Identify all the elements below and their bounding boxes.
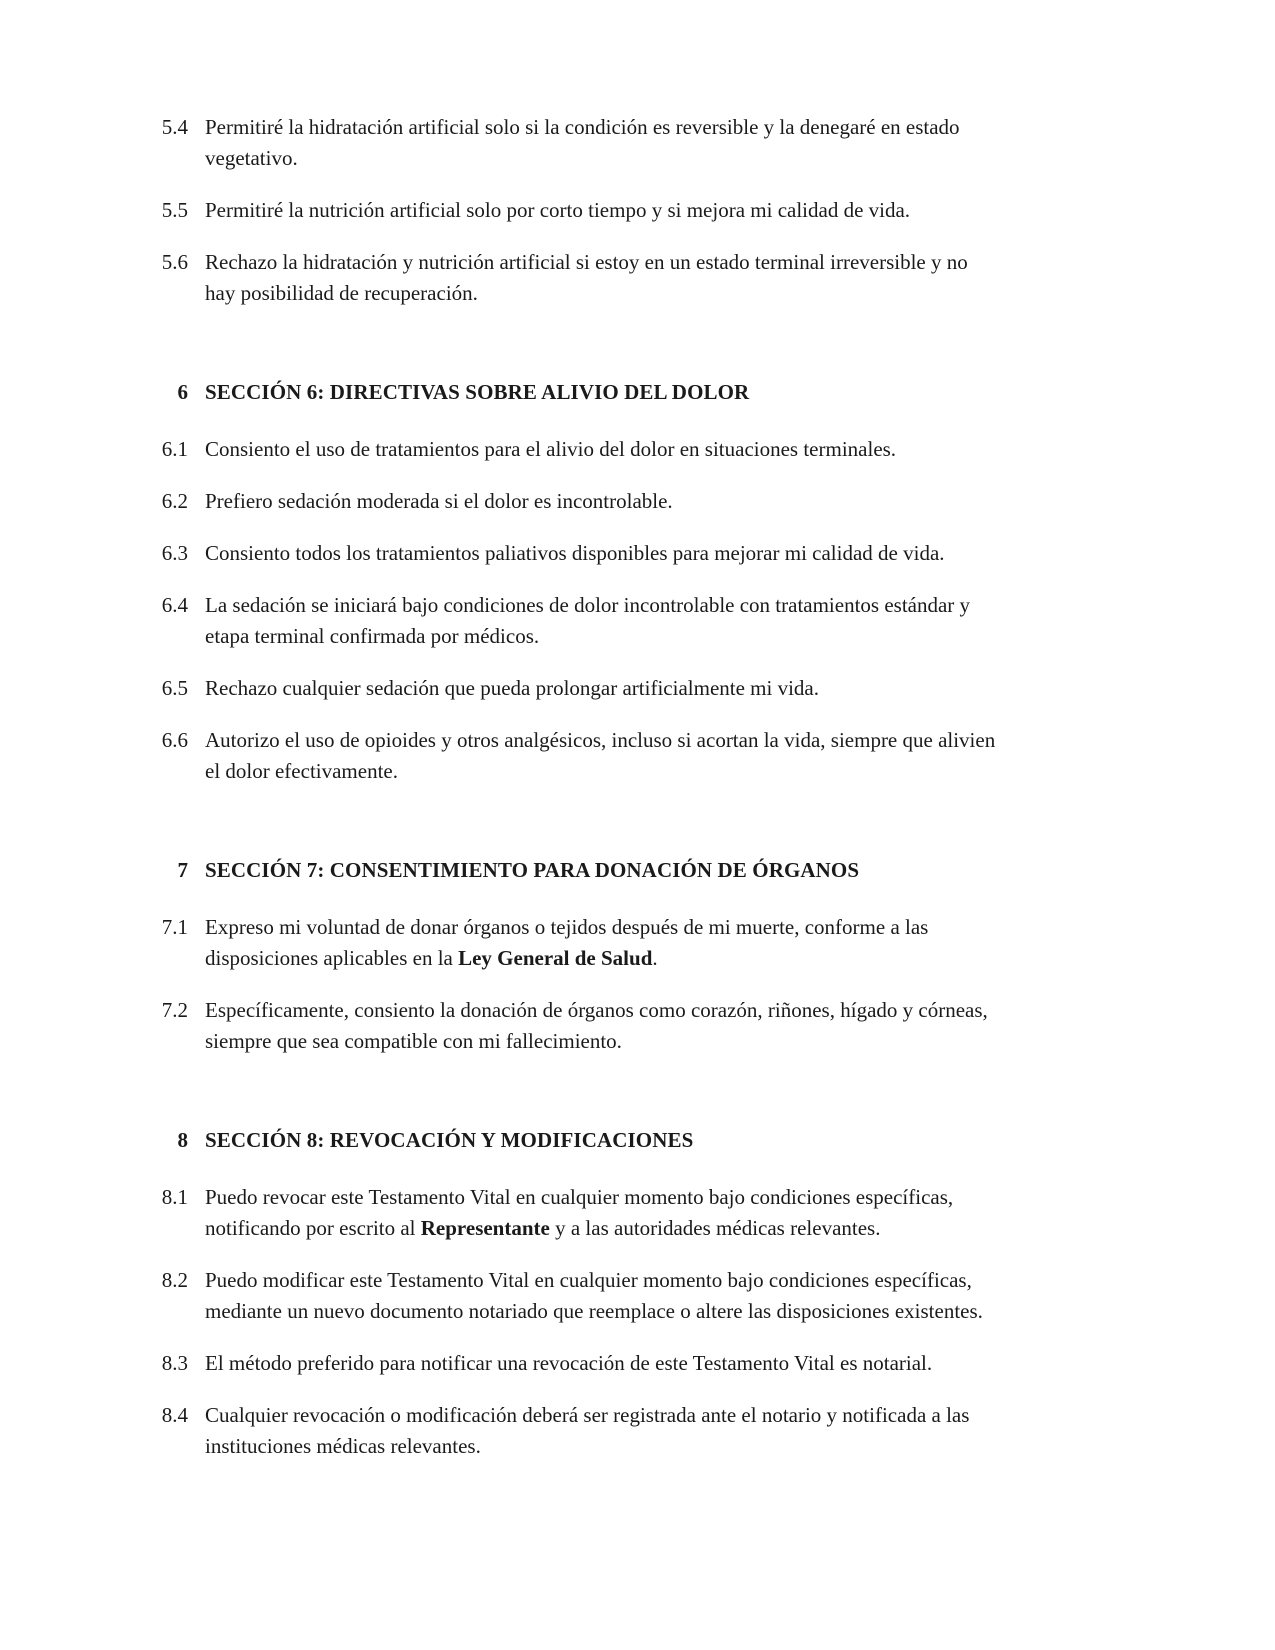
text-run: mediante un nuevo documento notariado que reemplace o altere las disposiciones existentes. <box>205 1299 983 1323</box>
item-number: 7.2 <box>161 998 188 1022</box>
list-item <box>150 1265 1275 1327</box>
item-number: 6.4 <box>161 593 188 617</box>
text-run: etapa terminal confirmada por médicos. <box>205 624 540 648</box>
item-number: 6.2 <box>161 489 188 513</box>
bold-text-run: Ley General de Salud <box>458 946 653 970</box>
item-text <box>205 1400 969 1462</box>
list-item <box>150 912 1275 974</box>
item-number: 6.5 <box>161 676 188 700</box>
item-text <box>205 112 960 174</box>
item-number: 8.2 <box>161 1268 188 1292</box>
list-item <box>150 486 1275 517</box>
text-run: Rechazo la hidratación y nutrición artificial si estoy en un estado terminal irreversible y no <box>205 250 968 274</box>
item-text <box>205 434 896 465</box>
list-item <box>150 112 1275 174</box>
list-item <box>150 1400 1275 1462</box>
text-run: Puedo revocar este Testamento Vital en cualquier momento bajo condiciones específicas, <box>205 1185 954 1209</box>
item-number: 6.1 <box>161 437 188 461</box>
text-run: siempre que sea compatible con mi fallecimiento. <box>205 1029 622 1053</box>
text-run: Específicamente, consiento la donación de órganos como corazón, riñones, hígado y córneas, <box>205 998 988 1022</box>
section-heading <box>150 1125 1275 1156</box>
list-item <box>150 673 1275 704</box>
list-item <box>150 725 1275 787</box>
item-text <box>205 725 995 787</box>
item-number: 6.6 <box>161 728 188 752</box>
item-text <box>205 590 970 652</box>
text-run: Permitiré la hidratación artificial solo si la condición es reversible y la denegaré en estado <box>205 115 960 139</box>
text-run: Expreso mi voluntad de donar órganos o tejidos después de mi muerte, conforme a las <box>205 915 929 939</box>
list-item <box>150 538 1275 569</box>
section-title: SECCIÓN 7: CONSENTIMIENTO PARA DONACIÓN DE ÓRGANOS <box>205 858 860 882</box>
list-item <box>150 434 1275 465</box>
section-number: 7 <box>177 858 188 882</box>
item-number: 8.3 <box>161 1351 188 1375</box>
text-run: . <box>652 946 658 970</box>
item-number: 8.1 <box>161 1185 188 1209</box>
item-text <box>205 247 968 309</box>
section-number: 8 <box>177 1128 188 1152</box>
text-run: disposiciones aplicables en la <box>205 946 459 970</box>
section-title: SECCIÓN 8: REVOCACIÓN Y MODIFICACIONES <box>205 1128 694 1152</box>
list-item <box>150 1348 1275 1379</box>
text-run: Autorizo el uso de opioides y otros analgésicos, incluso si acortan la vida, siempre que alivien <box>205 728 996 752</box>
item-text <box>205 1348 932 1379</box>
item-number: 5.4 <box>161 115 188 139</box>
text-run: hay posibilidad de recuperación. <box>205 281 478 305</box>
text-run: Puedo modificar este Testamento Vital en cualquier momento bajo condiciones específicas, <box>205 1268 972 1292</box>
item-number: 5.5 <box>161 198 188 222</box>
text-run: Cualquier revocación o modificación deberá ser registrada ante el notario y notificada a las <box>205 1403 970 1427</box>
section-heading <box>150 377 1275 408</box>
item-text <box>205 912 928 974</box>
item-text <box>205 1265 983 1327</box>
item-text <box>205 195 910 226</box>
list-item <box>150 195 1275 226</box>
text-run: Prefiero sedación moderada si el dolor es incontrolable. <box>205 489 673 513</box>
section-number: 6 <box>177 380 188 404</box>
item-number: 7.1 <box>161 915 188 939</box>
item-number: 6.3 <box>161 541 188 565</box>
text-run: instituciones médicas relevantes. <box>205 1434 481 1458</box>
item-text <box>205 1182 953 1244</box>
text-run: Rechazo cualquier sedación que pueda prolongar artificialmente mi vida. <box>205 676 819 700</box>
item-number: 8.4 <box>161 1403 188 1427</box>
text-run: y a las autoridades médicas relevantes. <box>549 1216 881 1240</box>
item-number: 5.6 <box>161 250 188 274</box>
list-item <box>150 590 1275 652</box>
item-text <box>205 486 673 517</box>
item-text <box>205 995 988 1057</box>
text-run: el dolor efectivamente. <box>205 759 398 783</box>
list-item <box>150 995 1275 1057</box>
list-item <box>150 247 1275 309</box>
bold-text-run: Representante <box>420 1216 550 1240</box>
text-run: La sedación se iniciará bajo condiciones de dolor incontrolable con tratamientos estándar y <box>205 593 971 617</box>
text-run: Consiento el uso de tratamientos para el alivio del dolor en situaciones terminales. <box>205 437 897 461</box>
text-run: El método preferido para notificar una revocación de este Testamento Vital es notarial. <box>205 1351 933 1375</box>
section-title: SECCIÓN 6: DIRECTIVAS SOBRE ALIVIO DEL DOLOR <box>205 380 750 404</box>
section-heading <box>150 855 1275 886</box>
text-run: Consiento todos los tratamientos paliativos disponibles para mejorar mi calidad de vida. <box>205 541 945 565</box>
item-text <box>205 538 945 569</box>
text-run: notificando por escrito al <box>205 1216 421 1240</box>
text-run: Permitiré la nutrición artificial solo por corto tiempo y si mejora mi calidad de vida. <box>205 198 911 222</box>
text-run: vegetativo. <box>205 146 298 170</box>
list-item <box>150 1182 1275 1244</box>
item-text <box>205 673 819 704</box>
